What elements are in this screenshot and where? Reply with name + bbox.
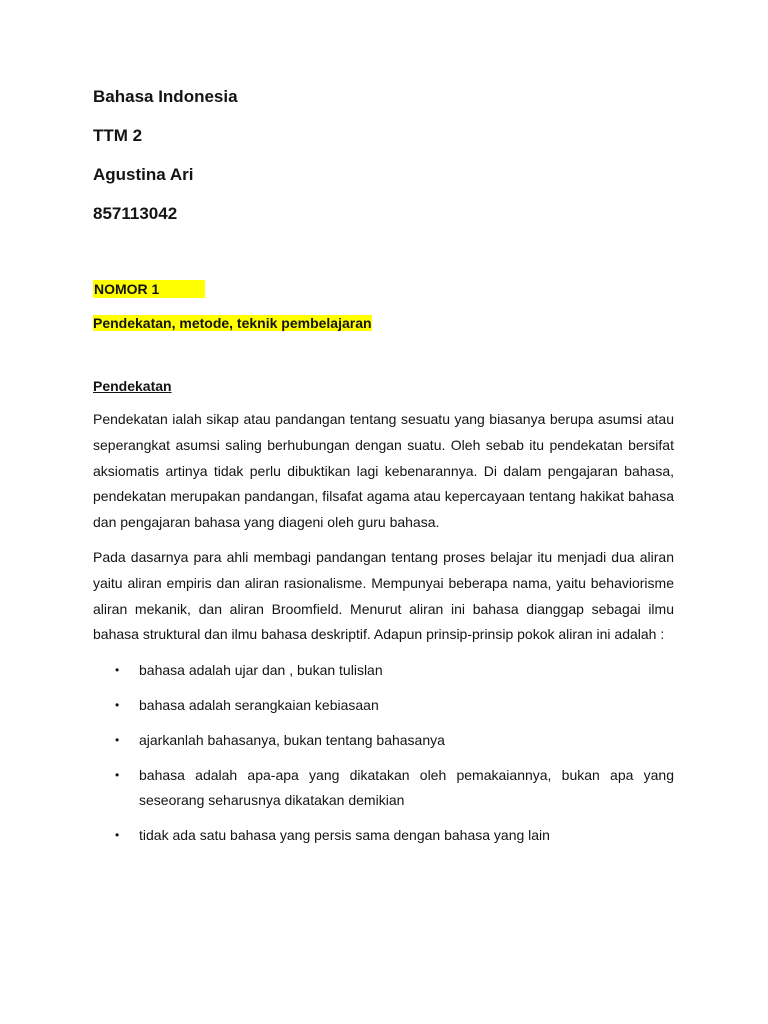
question-number [93, 280, 674, 298]
bullet-icon: • [115, 733, 120, 748]
list-item-text: bahasa adalah ujar dan , bukan tulislan [139, 662, 383, 679]
bullet-icon: • [115, 768, 120, 783]
paragraph: Pendekatan ialah sikap atau pandangan tentang sesuatu yang biasanya berupa asumsi atau seperangkat asumsi saling berhubungan dengan suatu. Oleh sebab itu pendekatan bersifat aksiomatis artinya tidak perlu dibuktikan lagi kebenarannya. Di dalam pengajaran bahasa, pendekatan merupakan pandangan, filsafat agama atau kepercayaan tentang hakikat bahasa dan pengajaran bahasa yang diageni oleh guru bahasa. [93, 411, 674, 531]
bullet-icon: • [115, 663, 120, 678]
list-item [93, 823, 674, 848]
principles-list [93, 658, 674, 848]
list-item [93, 728, 674, 753]
list-item-text: ajarkanlah bahasanya, bukan tentang bahasanya [139, 732, 445, 749]
list-item-text: bahasa adalah serangkaian kebiasaan [139, 697, 379, 714]
section-title: Pendekatan [93, 378, 172, 394]
student-id: 857113042 [93, 204, 178, 223]
list-item [93, 763, 674, 813]
bullet-icon: • [115, 698, 120, 713]
question-number-label: NOMOR 1 [93, 280, 205, 298]
question-topic [93, 314, 674, 332]
list-item [93, 693, 674, 718]
bullet-icon: • [115, 828, 120, 843]
question-topic-label: Pendekatan, metode, teknik pembelajaran [93, 315, 372, 331]
list-item [93, 658, 674, 683]
student-name: Agustina Ari [93, 165, 194, 184]
list-item-text: bahasa adalah apa-apa yang dikatakan oleh pemakaiannya, bukan apa yang seseorang seharusnya dikatakan demikian [139, 767, 674, 809]
course-title: Bahasa Indonesia [93, 87, 238, 106]
list-item-text: tidak ada satu bahasa yang persis sama dengan bahasa yang lain [139, 827, 550, 844]
paragraph: Pada dasarnya para ahli membagi pandangan tentang proses belajar itu menjadi dua aliran yaitu aliran empiris dan aliran rasionalisme. Mempunyai beberapa nama, yaitu behaviorisme aliran mekanik, dan aliran Broomfield. Menurut aliran ini bahasa dianggap sebagai ilmu bahasa struktural dan ilmu bahasa deskriptif. Adapun prinsip-prinsip pokok aliran ini adalah : [93, 548, 674, 643]
session-label: TTM 2 [93, 126, 143, 145]
